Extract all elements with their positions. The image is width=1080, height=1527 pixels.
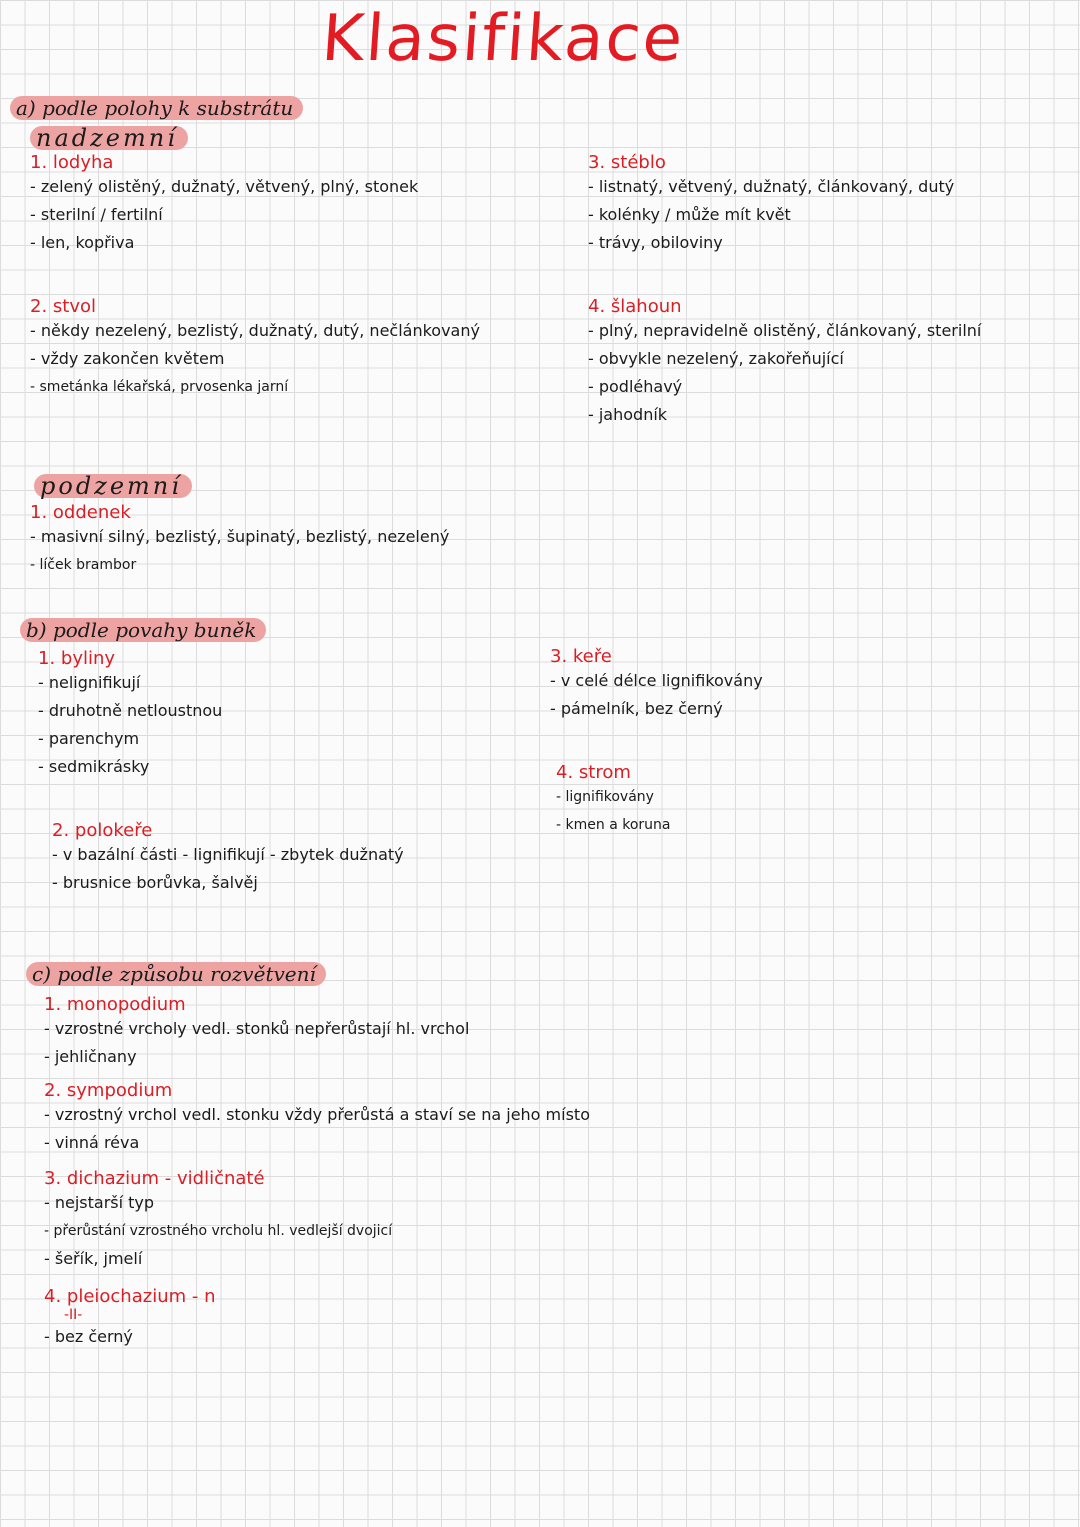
list-item: - pámelník, bez černý bbox=[550, 695, 763, 723]
byliny-title: 1. byliny bbox=[38, 648, 116, 669]
list-item: - listnatý, větvený, dužnatý, článkovaný, dutý bbox=[588, 173, 954, 201]
list-item: - vzrostný vrchol vedl. stonku vždy přerůstá a staví se na jeho místo bbox=[44, 1101, 590, 1129]
podzemni-label: podzemní bbox=[34, 474, 192, 498]
slahoun-block bbox=[588, 296, 981, 429]
stvol-title: 2. stvol bbox=[30, 296, 96, 317]
list-item: - vzrostné vrcholy vedl. stonků nepřerůstají hl. vrchol bbox=[44, 1015, 469, 1043]
list-item: - druhotně netloustnou bbox=[38, 697, 222, 725]
section-b-heading: b) podle povahy buněk bbox=[20, 618, 266, 642]
slahoun-title: 4. šlahoun bbox=[588, 296, 682, 317]
list-item: - v celé délce lignifikovány bbox=[550, 667, 763, 695]
lodyha-title: 1. lodyha bbox=[30, 152, 114, 173]
list-item: - plný, nepravidelně olistěný, článkovaný, sterilní bbox=[588, 317, 981, 345]
polokere-title: 2. polokeře bbox=[52, 820, 153, 841]
strom-block bbox=[556, 762, 670, 839]
list-item: - kmen a koruna bbox=[556, 811, 670, 839]
list-item: - trávy, obiloviny bbox=[588, 229, 954, 257]
list-item: - šeřík, jmelí bbox=[44, 1245, 392, 1273]
polokere-block bbox=[52, 820, 404, 897]
list-item: - bez černý bbox=[44, 1323, 215, 1351]
list-item: - podléhavý bbox=[588, 373, 981, 401]
monopodium-block bbox=[44, 994, 469, 1071]
steblo-block bbox=[588, 152, 954, 257]
strom-title: 4. strom bbox=[556, 762, 631, 783]
pleiochazium-block bbox=[44, 1286, 215, 1351]
list-item: - sterilní / fertilní bbox=[30, 201, 418, 229]
lodyha-block bbox=[30, 152, 418, 257]
list-item: - v bazální části - lignifikují - zbytek dužnatý bbox=[52, 841, 404, 869]
list-item: - lignifikovány bbox=[556, 783, 670, 811]
list-item: - parenchym bbox=[38, 725, 222, 753]
monopodium-title: 1. monopodium bbox=[44, 994, 186, 1015]
kere-title: 3. keře bbox=[550, 646, 612, 667]
list-item: - vždy zakončen květem bbox=[30, 345, 480, 373]
list-item: - kolénky / může mít květ bbox=[588, 201, 954, 229]
list-item: - len, kopřiva bbox=[30, 229, 418, 257]
list-item: - jahodník bbox=[588, 401, 981, 429]
list-item: - sedmikrásky bbox=[38, 753, 222, 781]
list-item: - zelený olistěný, dužnatý, větvený, plný, stonek bbox=[30, 173, 418, 201]
section-c-heading: c) podle způsobu rozvětvení bbox=[26, 962, 326, 986]
section-a-heading: a) podle polohy k substrátu bbox=[10, 96, 303, 120]
sympodium-title: 2. sympodium bbox=[44, 1080, 173, 1101]
kere-block bbox=[550, 646, 763, 723]
list-item: - líček brambor bbox=[30, 551, 449, 579]
sympodium-block bbox=[44, 1080, 590, 1157]
list-item: - smetánka lékařská, prvosenka jarní bbox=[30, 373, 480, 401]
list-item: - vinná réva bbox=[44, 1129, 590, 1157]
ditto-mark: -II- bbox=[64, 1307, 83, 1323]
list-item: - nejstarší typ bbox=[44, 1189, 392, 1217]
page-title: Klasifikace bbox=[319, 2, 687, 76]
oddenek-title: 1. oddenek bbox=[30, 502, 131, 523]
dichazium-title: 3. dichazium - vidličnaté bbox=[44, 1168, 265, 1189]
list-item: - nelignifikují bbox=[38, 669, 222, 697]
list-item: - jehličnany bbox=[44, 1043, 469, 1071]
list-item: - masivní silný, bezlistý, šupinatý, bezlistý, nezelený bbox=[30, 523, 449, 551]
list-item: - někdy nezelený, bezlistý, dužnatý, dutý, nečlánkovaný bbox=[30, 317, 480, 345]
steblo-title: 3. stéblo bbox=[588, 152, 666, 173]
oddenek-block bbox=[30, 502, 449, 579]
nadzemni-label: nadzemní bbox=[30, 126, 188, 150]
pleiochazium-title: 4. pleiochazium - n bbox=[44, 1286, 216, 1307]
list-item: - obvykle nezelený, zakořeňující bbox=[588, 345, 981, 373]
dichazium-block bbox=[44, 1168, 392, 1273]
stvol-block bbox=[30, 296, 480, 401]
list-item: - přerůstání vzrostného vrcholu hl. vedlejší dvojicí bbox=[44, 1217, 392, 1245]
list-item: - brusnice borůvka, šalvěj bbox=[52, 869, 404, 897]
byliny-block bbox=[38, 648, 222, 781]
